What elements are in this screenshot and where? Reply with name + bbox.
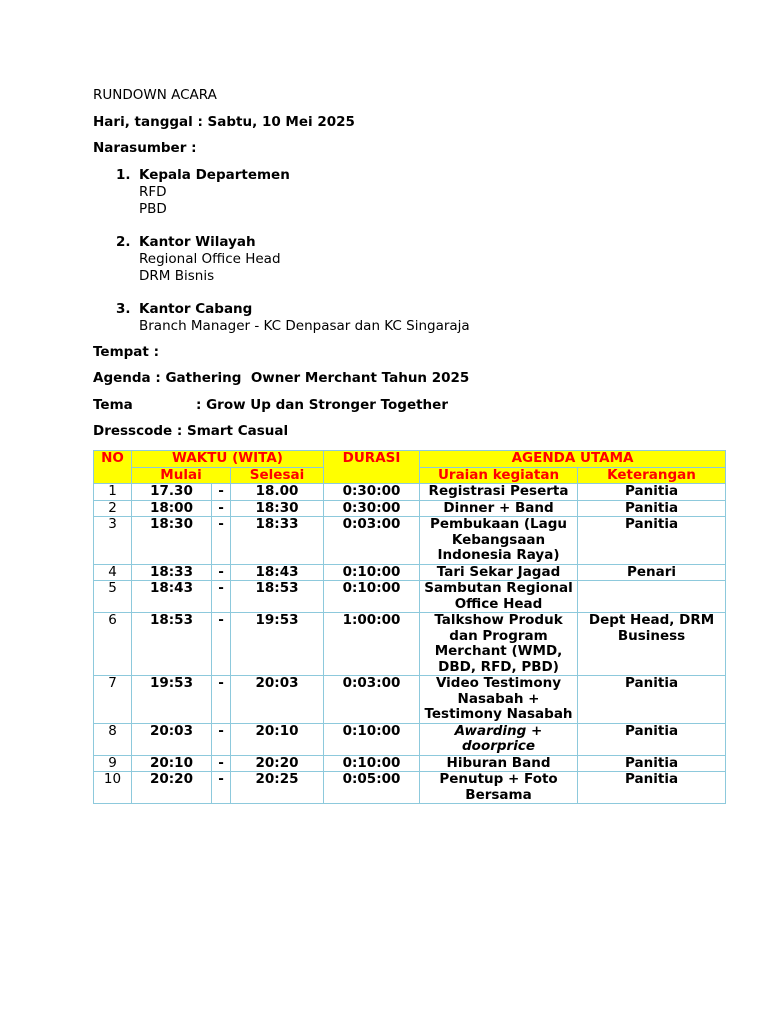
cell-uraian — [420, 723, 578, 755]
cell-sep: - — [212, 564, 231, 581]
cell-keterangan: Panitia — [578, 500, 726, 517]
speaker-sub: DRM Bisnis — [139, 267, 215, 284]
speakers-label: Narasumber : — [93, 140, 197, 156]
cell-no: 6 — [94, 613, 132, 676]
table-header-row — [94, 451, 726, 468]
cell-selesai: 18.00 — [231, 484, 324, 501]
cell-uraian: Talkshow Produk dan Program Merchant (WMD, DBD, RFD, PBD) — [420, 613, 578, 676]
cell-no: 4 — [94, 564, 132, 581]
cell-durasi: 0:10:00 — [324, 723, 420, 755]
cell-selesai: 18:53 — [231, 581, 324, 613]
speaker-sub: RFD — [139, 183, 167, 200]
speaker-number: 2. — [116, 233, 131, 250]
cell-selesai: 20:20 — [231, 755, 324, 772]
cell-mulai: 20:10 — [132, 755, 212, 772]
cell-sep: - — [212, 500, 231, 517]
speaker-head: Kepala Departemen — [139, 166, 290, 183]
cell-sep: - — [212, 484, 231, 501]
cell-durasi: 1:00:00 — [324, 613, 420, 676]
table-row — [94, 564, 726, 581]
cell-no: 3 — [94, 517, 132, 565]
cell-keterangan: Panitia — [578, 772, 726, 804]
cell-uraian: Pembukaan (Lagu Kebangsaan Indonesia Raya) — [420, 517, 578, 565]
speaker-head: Kantor Cabang — [139, 300, 253, 317]
cell-no: 1 — [94, 484, 132, 501]
header-durasi: DURASI — [324, 451, 420, 484]
cell-no: 5 — [94, 581, 132, 613]
cell-durasi: 0:05:00 — [324, 772, 420, 804]
speaker-number: 1. — [116, 166, 131, 183]
agenda-line: Agenda : Gathering Owner Merchant Tahun 2025 — [93, 370, 470, 386]
cell-durasi: 0:03:00 — [324, 676, 420, 724]
header-mulai: Mulai — [132, 467, 231, 484]
table-row — [94, 500, 726, 517]
tema-label: Tema — [93, 396, 133, 413]
table-row — [94, 755, 726, 772]
dresscode-line: Dresscode : Smart Casual — [93, 423, 289, 439]
cell-sep: - — [212, 613, 231, 676]
cell-uraian: Sambutan Regional Office Head — [420, 581, 578, 613]
speaker-number: 3. — [116, 300, 131, 317]
speaker-head: Kantor Wilayah — [139, 233, 256, 250]
cell-uraian: Dinner + Band — [420, 500, 578, 517]
cell-selesai: 18:30 — [231, 500, 324, 517]
header-uraian: Uraian kegiatan — [420, 467, 578, 484]
cell-durasi: 0:30:00 — [324, 500, 420, 517]
cell-durasi: 0:03:00 — [324, 517, 420, 565]
cell-mulai: 20:03 — [132, 723, 212, 755]
cell-uraian: Video Testimony Nasabah + Testimony Nasabah — [420, 676, 578, 724]
table-row — [94, 581, 726, 613]
cell-sep: - — [212, 517, 231, 565]
cell-mulai: 19:53 — [132, 676, 212, 724]
cell-uraian: Hiburan Band — [420, 755, 578, 772]
cell-durasi: 0:10:00 — [324, 755, 420, 772]
document-header — [93, 87, 725, 450]
cell-selesai: 19:53 — [231, 613, 324, 676]
doc-title: RUNDOWN ACARA — [93, 87, 217, 103]
speaker-item — [93, 301, 725, 335]
cell-keterangan: Penari — [578, 564, 726, 581]
cell-mulai: 18:00 — [132, 500, 212, 517]
uraian-awarding: Awarding — [454, 722, 527, 739]
rundown-table — [93, 450, 726, 804]
header-agenda: AGENDA UTAMA — [420, 451, 726, 468]
speaker-item — [93, 167, 725, 218]
table-row — [94, 484, 726, 501]
cell-sep: - — [212, 755, 231, 772]
tema-value: : Grow Up dan Stronger Together — [196, 396, 448, 413]
cell-mulai: 18:33 — [132, 564, 212, 581]
cell-uraian: Registrasi Peserta — [420, 484, 578, 501]
cell-durasi: 0:10:00 — [324, 564, 420, 581]
cell-sep: - — [212, 676, 231, 724]
cell-sep: - — [212, 581, 231, 613]
cell-no: 2 — [94, 500, 132, 517]
cell-keterangan: Panitia — [578, 723, 726, 755]
cell-mulai: 18:53 — [132, 613, 212, 676]
cell-sep: - — [212, 723, 231, 755]
uraian-doorprice: doorprice — [462, 738, 535, 754]
cell-selesai: 18:33 — [231, 517, 324, 565]
cell-selesai: 18:43 — [231, 564, 324, 581]
tempat-line: Tempat : — [93, 343, 159, 360]
cell-no: 10 — [94, 772, 132, 804]
cell-mulai: 20:20 — [132, 772, 212, 804]
cell-uraian: Tari Sekar Jagad — [420, 564, 578, 581]
date-line: Hari, tanggal : Sabtu, 10 Mei 2025 — [93, 113, 355, 130]
speaker-sub: PBD — [139, 200, 167, 217]
cell-durasi: 0:30:00 — [324, 484, 420, 501]
table-row — [94, 676, 726, 724]
cell-uraian: Penutup + Foto Bersama — [420, 772, 578, 804]
speaker-sub: Branch Manager - KC Denpasar dan KC Singaraja — [139, 317, 470, 334]
table-row — [94, 723, 726, 755]
cell-mulai: 18:30 — [132, 517, 212, 565]
cell-no: 9 — [94, 755, 132, 772]
cell-keterangan: Panitia — [578, 517, 726, 565]
table-row — [94, 613, 726, 676]
table-row — [94, 772, 726, 804]
cell-selesai: 20:03 — [231, 676, 324, 724]
header-keterangan: Keterangan — [578, 467, 726, 484]
cell-keterangan — [578, 581, 726, 613]
cell-no: 7 — [94, 676, 132, 724]
header-waktu: WAKTU (WITA) — [132, 451, 324, 468]
cell-selesai: 20:10 — [231, 723, 324, 755]
cell-mulai: 17.30 — [132, 484, 212, 501]
cell-keterangan: Panitia — [578, 676, 726, 724]
cell-selesai: 20:25 — [231, 772, 324, 804]
header-no: NO — [94, 451, 132, 484]
speaker-item — [93, 234, 725, 285]
speaker-sub: Regional Office Head — [139, 250, 281, 267]
cell-keterangan: Panitia — [578, 755, 726, 772]
header-selesai: Selesai — [231, 467, 324, 484]
cell-no: 8 — [94, 723, 132, 755]
cell-keterangan: Dept Head, DRM Business — [578, 613, 726, 676]
table-row — [94, 517, 726, 565]
cell-mulai: 18:43 — [132, 581, 212, 613]
uraian-plus: + — [526, 722, 543, 739]
tema-line — [93, 397, 725, 424]
speakers-list — [93, 167, 725, 335]
cell-keterangan: Panitia — [578, 484, 726, 501]
cell-sep: - — [212, 772, 231, 804]
cell-durasi: 0:10:00 — [324, 581, 420, 613]
